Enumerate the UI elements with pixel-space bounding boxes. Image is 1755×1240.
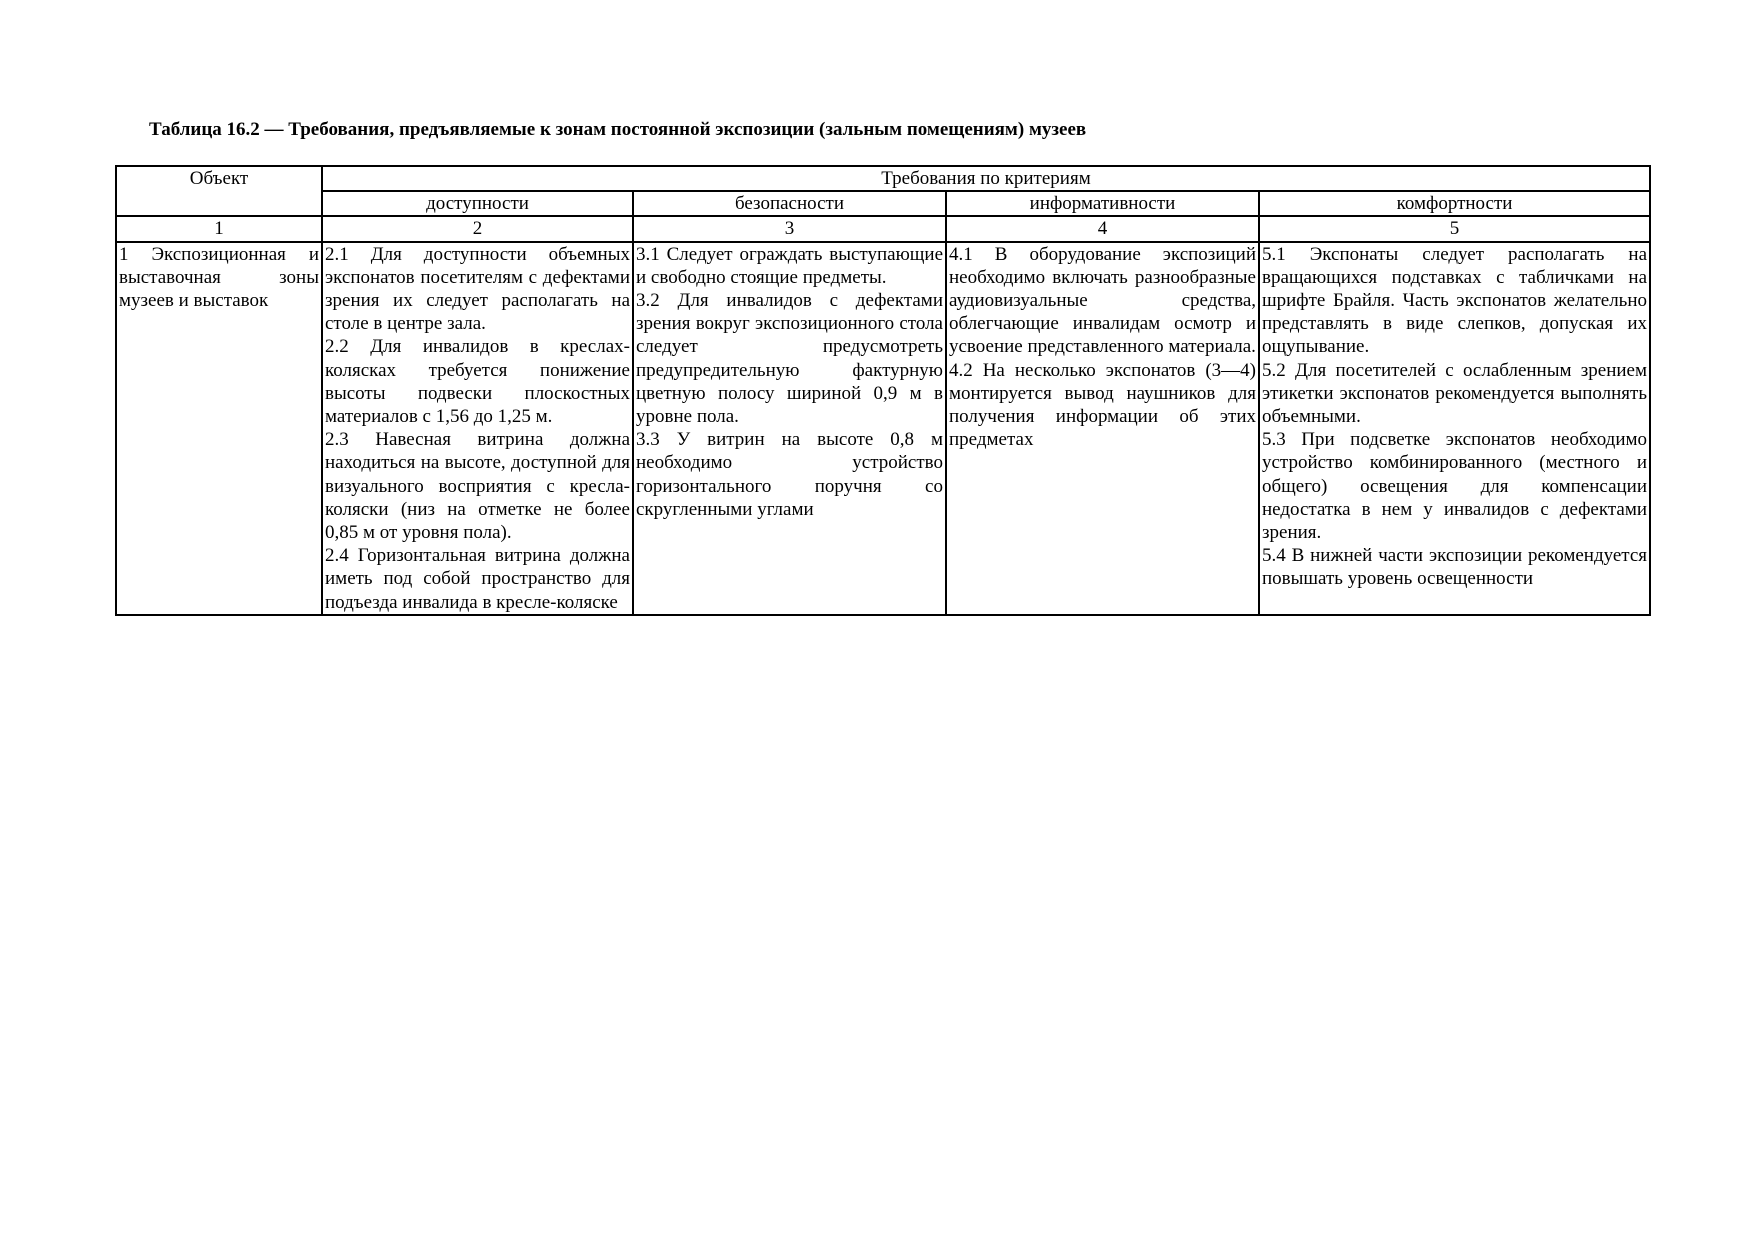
accessibility-cell	[322, 242, 633, 615]
object-cell	[116, 242, 322, 615]
header-comfort: комфортности	[1259, 191, 1650, 216]
header-criteria-group: Требования по критериям	[322, 166, 1650, 191]
object-text: 1 Экспозиционная и выставочная зоны музеев и выставок	[119, 243, 319, 312]
requirement-item: 4.1 В оборудование экспозиций необходимо включать разнообразные аудиовизуальные средства, облегчающие инвалидам осмотр и усвоение представленного материала.	[949, 243, 1256, 358]
requirement-item: 2.1 Для доступности объемных экспонатов посетителям с дефектами зрения их следует располагать на столе в центре зала.	[325, 243, 630, 335]
requirement-item: 5.1 Экспонаты следует располагать на вращающихся подставках с табличками на шрифте Брайля. Часть экспонатов желательно представлять в виде слепков, допуская их ощупывание.	[1262, 243, 1648, 358]
requirement-item: 2.4 Горизонтальная витрина должна иметь под собой пространство для подъезда инвалида в кресле-коляске	[325, 545, 630, 613]
header-row-1	[116, 166, 1650, 191]
column-number: 4	[946, 216, 1259, 241]
requirement-item: 5.2 Для посетителей с ослабленным зрением этикетки экспонатов рекомендуется выполнять объемными.	[1262, 359, 1648, 428]
header-safety: безопасности	[633, 191, 946, 216]
requirement-item: 3.3 У витрин на высоте 0,8 м необходимо устройство горизонтального поручня со скругленными углами	[636, 429, 943, 520]
column-number: 5	[1259, 216, 1650, 241]
requirement-item: 5.4 В нижней части экспозиции рекомендуется повышать уровень освещенности	[1262, 545, 1648, 590]
table-caption: Таблица 16.2 — Требования, предъявляемые к зонам постоянной экспозиции (зальным помещениям) музеев	[149, 119, 1087, 140]
requirement-item: 3.2 Для инвалидов с дефектами зрения вокруг экспозиционного стола следует предусмотреть предупредительную фактурную цветную полосу шириной 0,9 м в уровне пола.	[636, 290, 943, 428]
safety-cell	[633, 242, 946, 615]
header-object: Объект	[116, 166, 322, 216]
table-row	[116, 242, 1650, 615]
informativeness-cell	[946, 242, 1259, 615]
requirement-item: 3.1 Следует ограждать выступающие и свободно стоящие предметы.	[636, 243, 943, 288]
header-accessibility: доступности	[322, 191, 633, 216]
comfort-cell	[1259, 242, 1650, 615]
header-row-2	[116, 191, 1650, 216]
column-number: 1	[116, 216, 322, 241]
requirements-table	[115, 165, 1651, 616]
requirement-item: 2.3 Навесная витрина должна находиться на высоте, доступной для визуального восприятия с кресла-коляски (низ на отметке не более 0,85 м от уровня пола).	[325, 429, 630, 544]
requirement-item: 4.2 На несколько экспонатов (3—4) монтируется вывод наушников для получения информации об этих предметах	[949, 359, 1256, 451]
column-number-row	[116, 216, 1650, 241]
requirement-item: 5.3 При подсветке экспонатов необходимо устройство комбинированного (местного и общего) освещения для компенсации недостатка в нем у инвалидов с дефектами зрения.	[1262, 429, 1648, 544]
requirement-item: 2.2 Для инвалидов в креслах-колясках требуется понижение высоты подвески плоскостных материалов с 1,56 до 1,25 м.	[325, 336, 630, 428]
header-informativeness: информативности	[946, 191, 1259, 216]
column-number: 3	[633, 216, 946, 241]
column-number: 2	[322, 216, 633, 241]
